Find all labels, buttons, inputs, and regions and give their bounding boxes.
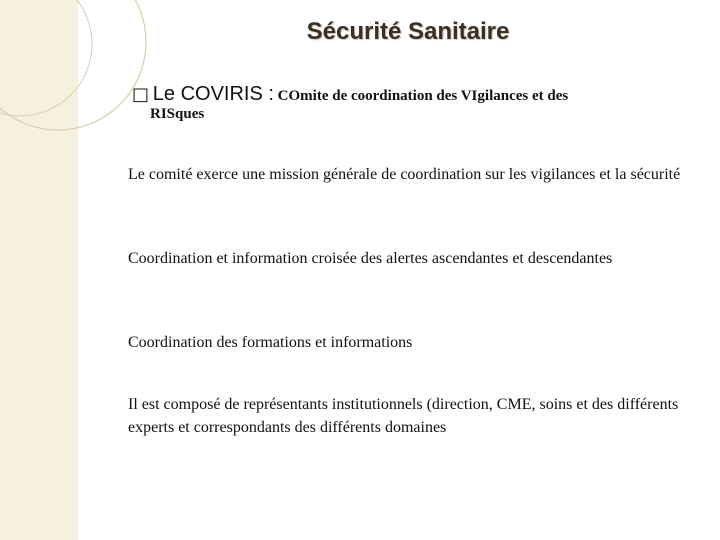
paragraph-alerts: Coordination et information croisée des alertes ascendantes et descendantes — [128, 250, 613, 267]
coviris-prefix: Le COVIRIS : — [152, 83, 274, 105]
coviris-bullet — [132, 80, 692, 109]
coviris-definition: COmite de coordination des VIgilances et des — [277, 88, 569, 104]
coviris-definition-continuation: RISques — [150, 106, 205, 122]
paragraph-composition: Il est composé de représentants institutionnels (direction, CME, soins et des différents experts et correspondants des différents domaines — [128, 396, 679, 436]
slide-title: Sécurité Sanitaire — [306, 18, 510, 45]
paragraph-formations: Coordination des formations et informations — [128, 334, 413, 351]
paragraph-mission: Le comité exerce une mission générale de coordination sur les vigilances et la sécurité — [128, 166, 681, 183]
checkbox-bullet-icon: □ — [132, 84, 150, 105]
